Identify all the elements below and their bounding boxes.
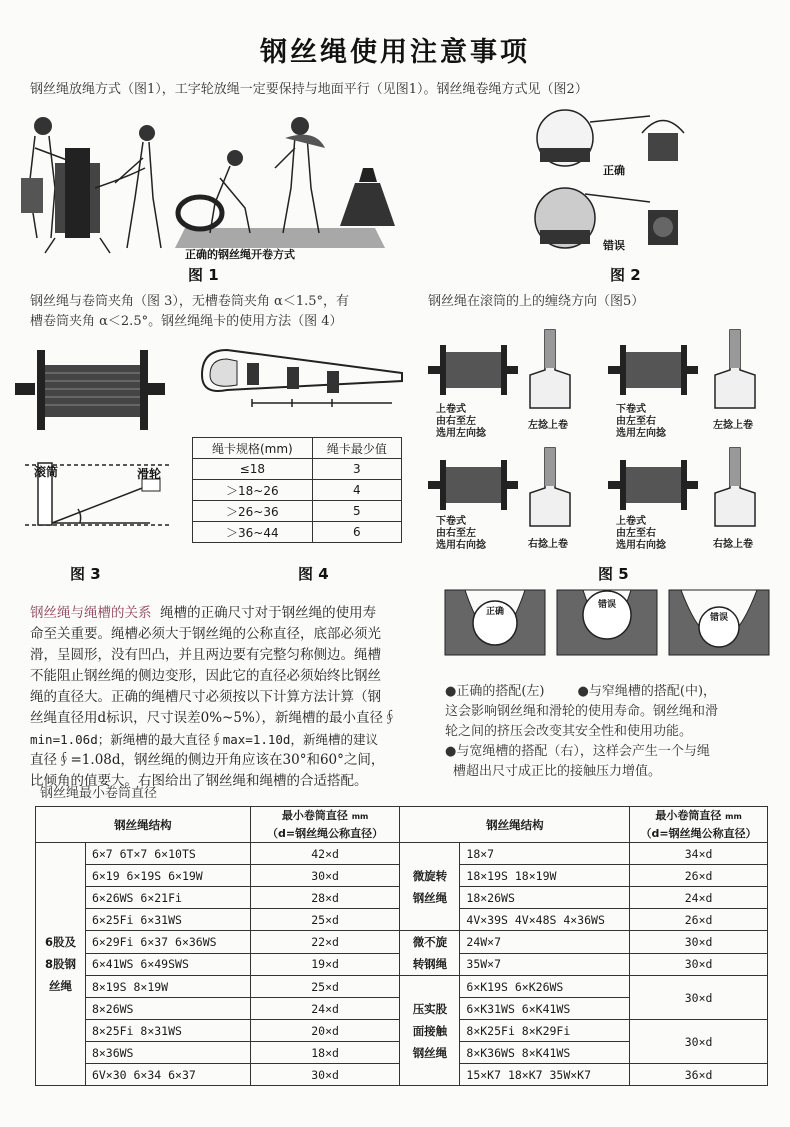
table-row — [193, 522, 402, 543]
clamp-header-spec: 绳卡规格(mm) — [193, 438, 313, 459]
diameter-cell: 20×d — [250, 1020, 400, 1042]
header-unit-right: mm — [725, 812, 742, 821]
fig3-angle-diagram — [20, 445, 180, 535]
fig5-drum-3 — [428, 455, 518, 515]
structure-cell: 6×29Fi 6×37 6×36WS — [85, 931, 250, 954]
groove-line-2: 滑，呈圆形，没有凹凸，并且两边要有完整匀称侧边。绳槽 — [30, 647, 381, 663]
table-header-row — [36, 807, 768, 843]
fig1-subcaption: 正确的钢丝绳开卷方式 — [185, 248, 295, 261]
diameter-cell: 24×d — [250, 998, 400, 1020]
clamp-spec: ＞18~26 — [193, 480, 313, 501]
table-row — [193, 501, 402, 522]
groove-img-label-1: 正确 — [486, 607, 505, 617]
diameter-cell: 30×d — [250, 1064, 400, 1086]
diameter-cell: 36×d — [630, 1064, 768, 1086]
fig3-label: 图 3 — [70, 565, 101, 583]
fig3-pulley-label: 滑轮 — [137, 467, 162, 481]
fig5-text-1-l1: 上卷式 — [436, 404, 466, 415]
fig5-hand-label-3: 右捻上卷 — [528, 539, 568, 550]
header-min-left-note: （d=钢丝绳公称直径） — [267, 827, 384, 840]
diameter-cell: 30×d — [630, 931, 768, 954]
header-min-left — [250, 807, 400, 843]
structure-cell: 6×26WS 6×21Fi — [85, 887, 250, 909]
intro-text: 钢丝绳放绳方式（图1），工字轮放绳一定要保持与地面平行（见图1）。钢丝绳卷绳方式见（图2） — [30, 82, 588, 97]
structure-cell: 8×26WS — [85, 998, 250, 1020]
fig5-hand-2 — [710, 330, 760, 410]
fig4-label: 图 4 — [298, 565, 329, 583]
structure-cell: 18×26WS — [460, 887, 630, 909]
diameter-cell: 30×d — [630, 976, 768, 1020]
diameter-cell: 30×d — [630, 1020, 768, 1064]
groove-right-line-1: 这会影响钢丝绳和滑轮的使用寿命。钢丝绳和滑 — [445, 704, 719, 719]
groove-lead: 钢丝绳与绳槽的关系 — [30, 605, 152, 621]
diameter-cell: 25×d — [250, 909, 400, 931]
header-min-right-title: 最小卷筒直径 — [655, 809, 722, 822]
groove-line-6: min=1.06d；新绳槽的最大直径∮max=1.10d，新绳槽的建议 — [30, 732, 378, 747]
table-row — [36, 976, 768, 998]
structure-cell: 6×25Fi 6×31WS — [85, 909, 250, 931]
table-row — [193, 480, 402, 501]
table-row — [36, 931, 768, 954]
fig5-text-1-l2: 由右至左 — [436, 416, 476, 427]
fig3-drum-diagram — [15, 345, 165, 440]
fig5-panels — [428, 330, 773, 555]
structure-cell: 4V×39S 4V×48S 4×36WS — [460, 909, 630, 931]
table-title: 钢丝绳最小卷筒直径 — [40, 786, 158, 801]
clamp-count: 6 — [312, 522, 401, 543]
fig5-text-4 — [616, 516, 666, 552]
clamp-spec: ＞26~36 — [193, 501, 313, 522]
structure-cell: 15×K7 18×K7 35W×K7 — [460, 1064, 630, 1086]
fig5-text-2-l3: 选用左向捻 — [616, 428, 666, 439]
fig5-hand-3 — [525, 448, 575, 528]
header-structure-right: 钢丝绳结构 — [400, 807, 630, 843]
structure-cell: 8×K25Fi 8×K29Fi — [460, 1020, 630, 1042]
clamp-table — [192, 437, 402, 543]
groove-line-4: 绳的直径大。正确的绳槽尺寸必须按以下计算方法计算（钢 — [30, 689, 381, 705]
fig2-wrong-label: 错误 — [603, 239, 625, 252]
diameter-cell: 30×d — [250, 865, 400, 887]
structure-cell: 24W×7 — [460, 931, 630, 954]
clamp-spec: ≤18 — [193, 459, 313, 480]
groove-img-label-2: 错误 — [598, 600, 617, 610]
structure-cell: 6V×30 6×34 6×37 — [85, 1064, 250, 1086]
clamp-count: 5 — [312, 501, 401, 522]
header-min-right — [630, 807, 768, 843]
fig5-text-3 — [436, 516, 486, 552]
clamp-header-min: 绳卡最少值 — [312, 438, 401, 459]
fig5-text-3-l2: 由右至左 — [436, 528, 476, 539]
diameter-cell: 26×d — [630, 909, 768, 931]
groove-right-text — [445, 682, 780, 782]
groove-line-1: 命至关重要。绳槽必须大于钢丝绳的公称直径，底部必须光 — [30, 626, 381, 642]
structure-cell: 6×41WS 6×49SWS — [85, 953, 250, 976]
fig5-label: 图 5 — [598, 565, 629, 583]
fig5-drum-4 — [608, 455, 698, 515]
fig5-text-3-l1: 下卷式 — [436, 516, 466, 527]
drum-diameter-table — [35, 806, 768, 1086]
groove-right-line-3: ●与宽绳槽的搭配（右），这样会产生一个与绳 — [445, 744, 710, 759]
clamp-table-header — [193, 438, 402, 459]
groove-right-line-4: 槽超出尺寸成正比的接触压力增值。 — [453, 764, 662, 779]
clamp-spec: ＞36~44 — [193, 522, 313, 543]
header-min-left-title: 最小卷筒直径 — [281, 809, 348, 822]
groove-right-line-2: 轮之间的挤压会改变其安全性和使用功能。 — [445, 724, 693, 739]
angle-line-2: 槽卷筒夹角 α＜2.5°。钢丝绳绳卡的使用方法（图 4） — [30, 314, 343, 329]
fig5-text-3-l3: 选用右向捻 — [436, 540, 486, 551]
fig5-text-4-l1: 上卷式 — [616, 516, 646, 527]
header-structure-left: 钢丝绳结构 — [36, 807, 251, 843]
group-non-rotating: 微不旋 转钢绳 — [400, 931, 460, 976]
fig5-hand-label-2: 左捻上卷 — [713, 420, 753, 431]
fig2-label: 图 2 — [610, 266, 641, 284]
angle-line-1: 钢丝绳与卷筒夹角（图 3），无槽卷筒夹角 α＜1.5°，有 — [30, 294, 349, 309]
structure-cell: 8×K36WS 8×K41WS — [460, 1042, 630, 1064]
fig4-clamp-diagram — [192, 345, 407, 420]
diameter-cell: 22×d — [250, 931, 400, 954]
fig5-hand-label-4: 右捻上卷 — [713, 539, 753, 550]
clamp-count: 4 — [312, 480, 401, 501]
fig1-illustration — [15, 108, 410, 258]
diameter-cell: 30×d — [630, 953, 768, 976]
groove-right-line-0: ●正确的搭配(左) ●与窄绳槽的搭配(中)， — [445, 684, 717, 699]
structure-cell: 6×19 6×19S 6×19W — [85, 865, 250, 887]
groove-line-3: 不能阻止钢丝绳的侧边变形，因此它的直径必须始终比钢丝 — [30, 668, 381, 684]
groove-line-5: 丝绳直径用d标识，尺寸误差0%~5%），新绳槽的最小直径∮ — [30, 710, 397, 726]
diameter-cell: 19×d — [250, 953, 400, 976]
groove-paragraph — [30, 603, 425, 792]
group-6-8-strand: 6股及 8股钢 丝绳 — [36, 843, 86, 1086]
diameter-cell: 24×d — [630, 887, 768, 909]
fig5-text-2-l2: 由左至右 — [616, 416, 656, 427]
clamp-count: 3 — [312, 459, 401, 480]
header-unit-left: mm — [351, 812, 369, 821]
fig5-drum-1 — [428, 340, 518, 400]
fig5-hand-label-1: 左捻上卷 — [528, 420, 568, 431]
fig5-text-4-l2: 由左至右 — [616, 528, 656, 539]
diameter-cell: 26×d — [630, 865, 768, 887]
fig5-hand-1 — [525, 330, 575, 410]
fig5-text-1-l3: 选用左向捻 — [436, 428, 486, 439]
structure-cell: 8×19S 8×19W — [85, 976, 250, 998]
groove-line-8: 比倾角的值要大。右图给出了钢丝绳和绳槽的合适搭配。 — [30, 773, 368, 789]
table-row — [36, 843, 768, 865]
angle-section-text — [30, 292, 349, 332]
group-low-rotation: 微旋转 钢丝绳 — [400, 843, 460, 931]
fig5-hand-4 — [710, 448, 760, 528]
wind-section-heading: 钢丝绳在滚筒的上的缠绕方向（图5） — [428, 294, 645, 309]
structure-cell: 6×K19S 6×K26WS — [460, 976, 630, 998]
fig5-text-2 — [616, 404, 666, 440]
structure-cell: 8×25Fi 8×31WS — [85, 1020, 250, 1042]
group-compacted: 压实股 面接触 钢丝绳 — [400, 976, 460, 1086]
groove-line-7: 直径∮=1.08d，钢丝绳的侧边开角应该在30°和60°之间， — [30, 752, 385, 768]
groove-img-label-3: 错误 — [710, 613, 729, 623]
page-title: 钢丝绳使用注意事项 — [260, 37, 530, 68]
fig2-correct-label: 正确 — [603, 164, 625, 177]
fig5-text-1 — [436, 404, 486, 440]
fig1-label: 图 1 — [188, 266, 219, 284]
structure-cell: 8×36WS — [85, 1042, 250, 1064]
groove-text: 绳槽的正确尺寸对于钢丝绳的使用寿 — [160, 605, 377, 621]
structure-cell: 35W×7 — [460, 953, 630, 976]
fig3-drum-label: 滚筒 — [34, 465, 59, 479]
fig5-text-2-l1: 下卷式 — [616, 404, 646, 415]
fig5-drum-2 — [608, 340, 698, 400]
structure-cell: 6×7 6T×7 6×10TS — [85, 843, 250, 865]
diameter-cell: 18×d — [250, 1042, 400, 1064]
fig5-text-4-l3: 选用右向捻 — [616, 540, 666, 551]
diameter-cell: 34×d — [630, 843, 768, 865]
diameter-cell: 28×d — [250, 887, 400, 909]
diameter-cell: 42×d — [250, 843, 400, 865]
structure-cell: 6×K31WS 6×K41WS — [460, 998, 630, 1020]
header-min-right-note: （d=钢丝绳公称直径） — [640, 827, 757, 840]
diameter-cell: 25×d — [250, 976, 400, 998]
structure-cell: 18×7 — [460, 843, 630, 865]
groove-line-0 — [30, 603, 425, 624]
table-row — [193, 459, 402, 480]
structure-cell: 18×19S 18×19W — [460, 865, 630, 887]
